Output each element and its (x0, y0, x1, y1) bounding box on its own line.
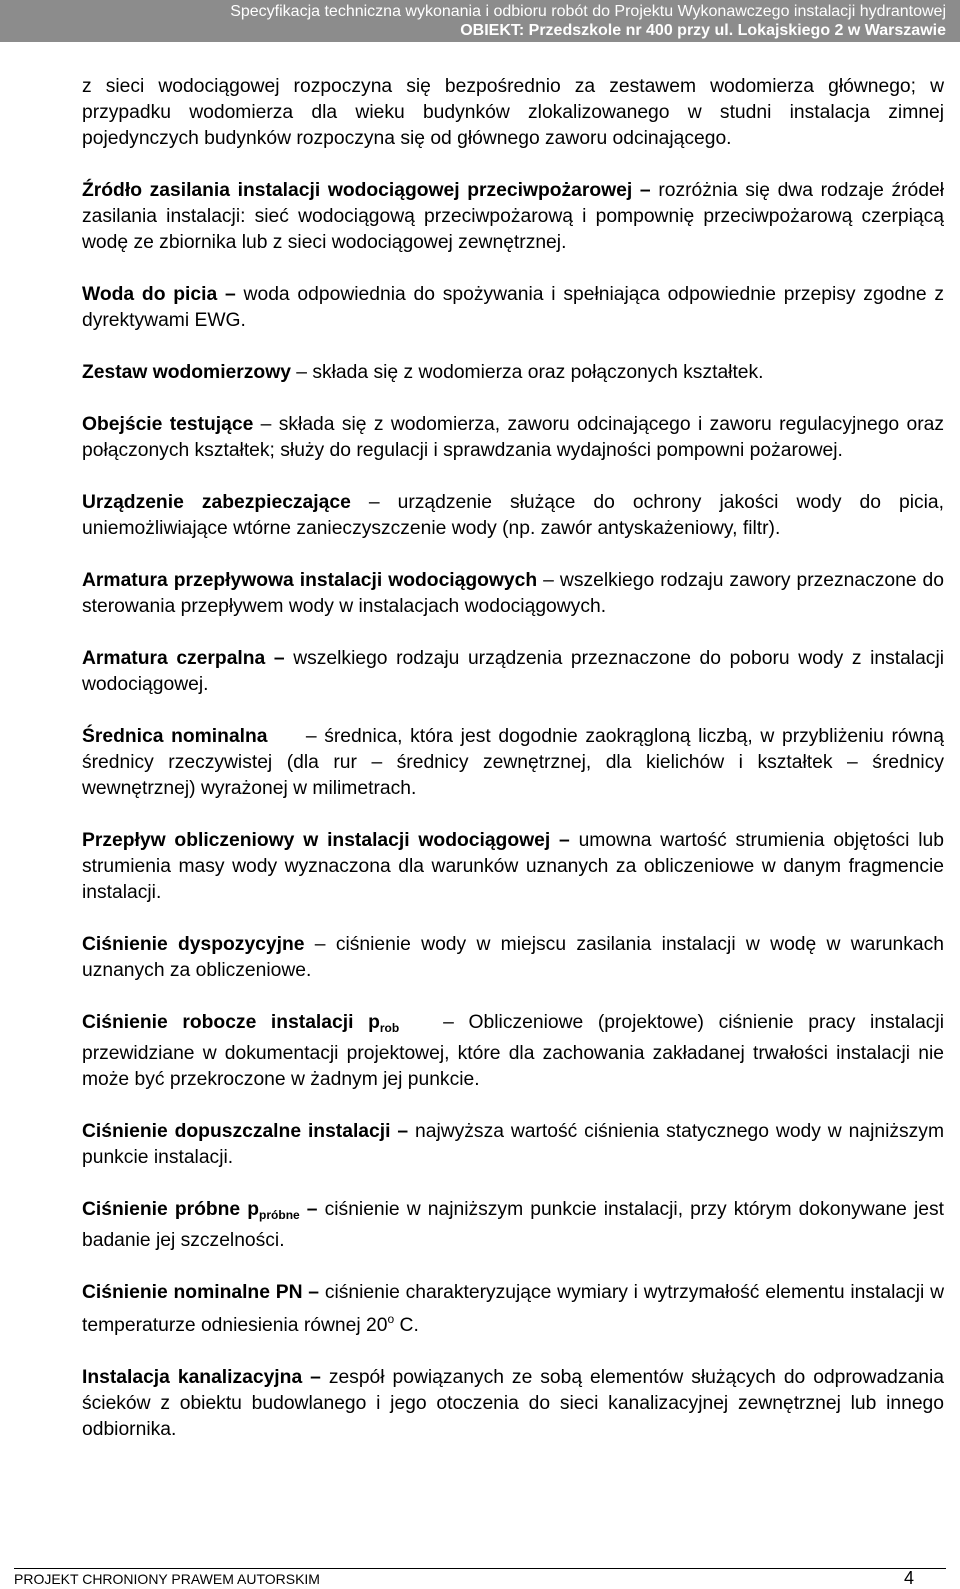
definition-paragraph: Przepływ obliczeniowy w instalacji wodociągowej – umowna wartość strumienia objętości lub strumienia masy wody wyznaczona dla warunków uznanych za obliczeniowe w danym fragmencie instalacji. (82, 830, 944, 903)
definition-term: Ciśnienie dopuszczalne instalacji (82, 1121, 391, 1142)
definition-term: Armatura przepływowa instalacji wodociągowych (82, 570, 538, 591)
definition-paragraph: Ciśnienie dopuszczalne instalacji – najwyższa wartość ciśnienia statycznego wody w najniższym punkcie instalacji. (82, 1121, 944, 1168)
definition-paragraph: Ciśnienie dyspozycyjne – ciśnienie wody w miejscu zasilania instalacji w wodę w warunkach uznanych za obliczeniowe. (82, 934, 945, 981)
definition-paragraph: Instalacja kanalizacyjna – zespół powiązanych ze sobą elementów służących do odprowadzania ścieków z obiektu budowlanego i jego otoczenia do sieci kanalizacyjnej zewnętrznej lub innego odbiornika. (82, 1367, 944, 1440)
definition-text: ciśnienie w najniższym punkcie instalacji, przy którym dokonywane jest badanie jej szczelności. (82, 1199, 944, 1251)
definition-term: Ciśnienie dyspozycyjne (82, 934, 305, 955)
definition-paragraph: Urządzenie zabezpieczające – urządzenie służące do ochrony jakości wody do picia, uniemożliwiające wtórne zanieczyszczenie wody (np. zawór antyskażeniowy, filtr). (82, 492, 944, 539)
definition-paragraph: Woda do picia – woda odpowiednia do spożywania i spełniająca odpowiednie przepisy zgodne z dyrektywami EWG. (82, 284, 945, 331)
header-title: Specyfikacja techniczna wykonania i odbioru robót do Projektu Wykonawczego instalacji hydrantowej (230, 3, 946, 20)
page-number: 4 (903, 1568, 914, 1588)
definition-text: umowna wartość strumienia objętości lub strumienia masy wody wyznaczona dla warunków uznanych za obliczeniowe w danym fragmencie instalacji. (82, 830, 944, 903)
definition-text: składa się z wodomierza, zaworu odcinającego i zaworu regulacyjnego oraz połączonych kształtek; służy do regulacji i sprawdzania wydajności pompowni pożarowej. (82, 414, 944, 461)
footer-copyright: PROJEKT CHRONIONY PRAWEM AUTORSKIM (14, 1571, 320, 1587)
definition-term: Źródło zasilania instalacji wodociągowej przeciwpożarowej (82, 180, 633, 201)
definition-text: wszelkiego rodzaju urządzenia przeznaczone do poboru wody z instalacji wodociągowej. (82, 648, 945, 695)
definition-text: ciśnienie charakteryzujące wymiary i wytrzymałość elementu instalacji w temperaturze odniesienia równej 20 (82, 1282, 945, 1336)
definition-text: woda odpowiednia do spożywania i spełniająca odpowiednie przepisy zgodne z dyrektywami EWG. (82, 284, 945, 331)
definition-text: zespół powiązanych ze sobą elementów służących do odprowadzania ścieków z obiektu budowlanego i jego otoczenia do sieci kanalizacyjnej zewnętrznej lub innego odbiornika. (82, 1367, 944, 1440)
definition-paragraph: Ciśnienie robocze instalacji $p_{rob}$ – Obliczeniowe (projektowe) ciśnienie pracy instalacji przewidziane w dokumentacji projektowej, które dla zachowania zakładanej trwałości instalacji nie może być przekroczone w żadnym jej punkcie. (82, 1012, 945, 1090)
definition-term: Ciśnienie robocze instalacji p (82, 1012, 380, 1033)
definition-text: Obliczeniowe (projektowe) ciśnienie pracy instalacji przewidziane w dokumentacji projektowej, które dla zachowania zakładanej trwałości instalacji nie może być przekroczone w żadnym jej punkcie. (82, 1012, 945, 1090)
definition-term: Ciśnienie próbne p (82, 1199, 260, 1220)
definition-text: urządzenie służące do ochrony jakości wody do picia, uniemożliwiające wtórne zanieczyszczenie wody (np. zawór antyskażeniowy, filtr). (82, 492, 944, 539)
definition-term: Średnica nominalna (82, 726, 268, 747)
definition-term: Urządzenie zabezpieczające (82, 492, 351, 513)
definition-paragraph: Ciśnienie nominalne PN – ciśnienie charakteryzujące wymiary i wytrzymałość elementu instalacji w temperaturze odniesienia równej 20$^o$ C. (82, 1282, 945, 1336)
definition-text: rozróżnia się dwa rodzaje źródeł zasilania instalacji: sieć wodociągową przeciwpożarową i pompownię przeciwpożarową czerpiącą wodę ze zbiornika lub z sieci wodociągowej zewnętrznej. (82, 180, 945, 253)
subscript: próbne (259, 1208, 300, 1222)
subscript: rob (379, 1021, 400, 1035)
definition-term: Woda do picia (82, 284, 218, 305)
definition-text: średnica, która jest dogodnie zaokrągloną liczbą, w przybliżeniu równą średnicy rzeczywistej (dla rur – średnicy zewnętrznej, dla kielichów i kształtek – średnicy wewnętrznej) wyrażonej w milimetrach. (82, 726, 944, 799)
definition-text: wszelkiego rodzaju zawory przeznaczone do sterowania przepływem wody w instalacjach wodociągowych. (82, 570, 944, 617)
document-body (82, 74, 944, 1469)
definition-paragraph: Obejście testujące – składa się z wodomierza, zaworu odcinającego i zaworu regulacyjnego oraz połączonych kształtek; służy do regulacji i sprawdzania wydajności pompowni pożarowej. (82, 414, 944, 461)
definition-text: ciśnienie wody w miejscu zasilania instalacji w wodę w warunkach uznanych za obliczeniowe. (82, 934, 945, 981)
definition-paragraph: Ciśnienie próbne $p_{próbne}$ – ciśnienie w najniższym punkcie instalacji, przy którym dokonywane jest badanie jej szczelności. (82, 1199, 944, 1251)
definition-term: Przepływ obliczeniowy w instalacji wodociągowej (82, 830, 551, 851)
definition-term: Armatura czerpalna (82, 648, 266, 669)
definition-paragraph: Zestaw wodomierzowy – składa się z wodomierza oraz połączonych kształtek. (82, 362, 764, 383)
definition-paragraph: Źródło zasilania instalacji wodociągowej przeciwpożarowej – rozróżnia się dwa rodzaje źródeł zasilania instalacji: sieć wodociągową przeciwpożarową i pompownię przeciwpożarową czerpiącą wodę ze zbiornika lub z sieci wodociągowej zewnętrznej. (82, 180, 945, 253)
definition-text: najwyższa wartość ciśnienia statycznego wody w najniższym punkcie instalacji. (82, 1121, 944, 1168)
superscript: o (387, 1312, 395, 1326)
definition-term: Zestaw wodomierzowy (82, 362, 291, 383)
footer-divider (14, 1568, 946, 1569)
intro-paragraph: z sieci wodociągowej rozpoczyna się bezpośrednio za zestawem wodomierza głównego; w przypadku wodomierza dla wieku budynków zlokalizowanego w studni instalacja zimnej pojedynczych budynków rozpoczyna się od głównego zaworu odcinającego. (82, 76, 944, 149)
definition-paragraph: Armatura przepływowa instalacji wodociągowych – wszelkiego rodzaju zawory przeznaczone do sterowania przepływem wody w instalacjach wodociągowych. (82, 570, 944, 617)
definition-paragraph: Średnica nominalna – średnica, która jest dogodnie zaokrągloną liczbą, w przybliżeniu równą średnicy rzeczywistej (dla rur – średnicy zewnętrznej, dla kielichów i kształtek – średnicy wewnętrznej) wyrażonej w milimetrach. (82, 726, 944, 799)
definition-text: składa się z wodomierza oraz połączonych kształtek. (312, 362, 764, 383)
definition-paragraph: Armatura czerpalna – wszelkiego rodzaju urządzenia przeznaczone do poboru wody z instalacji wodociągowej. (82, 648, 945, 695)
definition-term: Instalacja kanalizacyjna (82, 1367, 303, 1388)
definition-term: Obejście testujące (82, 414, 254, 435)
page-header (0, 0, 960, 42)
header-object: OBIEKT: Przedszkole nr 400 przy ul. Lokajskiego 2 w Warszawie (460, 22, 946, 39)
definition-term: Ciśnienie nominalne PN (82, 1282, 303, 1303)
